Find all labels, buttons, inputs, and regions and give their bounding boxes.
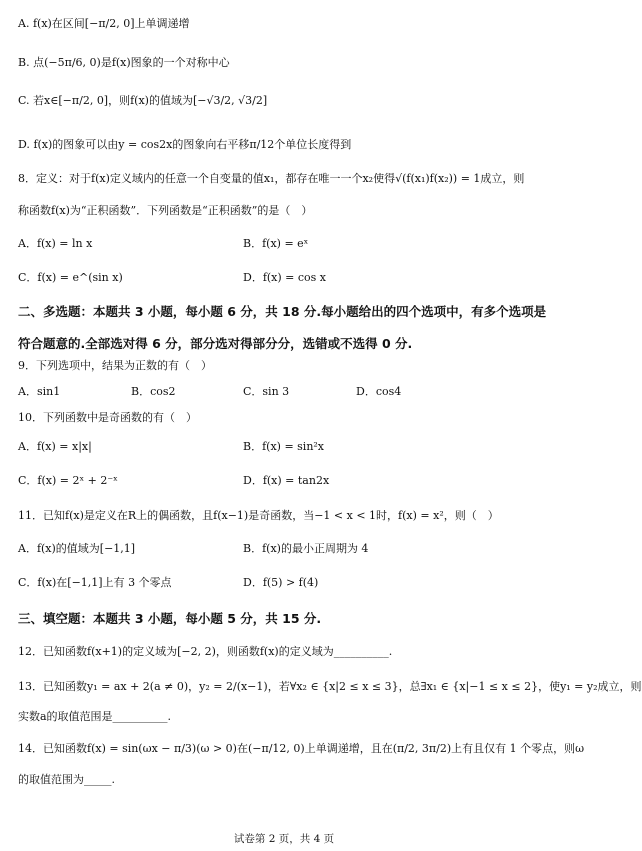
q9-option-d: D．cos4 (356, 385, 402, 398)
section2-heading-line2: 符合题意的.全部选对得 6 分，部分选对得部分分，选错或不选得 0 分. (18, 336, 413, 351)
q11-stem: 11．已知f(x)是定义在R上的偶函数，且f(x−1)是奇函数，当−1 < x < 1时，f(x) = x²，则（ ） (18, 509, 499, 522)
q7-option-b-body: 点(−5π/6, 0)是f(x)图象的一个对称中心 (33, 56, 230, 69)
q13-line1: 13．已知函数y₁ = ax + 2(a ≠ 0)，y₂ = 2/(x−1)，若∀x₂ ∈ {x|2 ≤ x ≤ 3}，总∃x₁ ∈ {x|−1 ≤ x ≤ 2}，使y₁ = y₂成立，则 (18, 680, 642, 693)
q8-option-a: A．f(x) = ln x (18, 237, 93, 250)
q11-option-c: C．f(x)在[−1,1]上有 3 个零点 (18, 576, 172, 589)
q9-option-c: C．sin 3 (243, 385, 290, 398)
q8-stem-line1: 8．定义：对于f(x)定义域内的任意一个自变量的值x₁，都存在唯一一个x₂使得√(f(x₁)f(x₂)) = 1成立，则 (18, 172, 525, 185)
q11-option-b: B．f(x)的最小正周期为 4 (243, 542, 369, 555)
q7-option-c-body: 若x∈[−π/2, 0]，则f(x)的值域为[−√3/2, √3/2] (33, 94, 268, 107)
q8-option-b: B．f(x) = eˣ (243, 237, 309, 250)
q7-option-a-text: A. (18, 17, 30, 30)
q11-option-a: A．f(x)的值域为[−1,1] (18, 542, 136, 555)
section3-heading: 三、填空题：本题共 3 小题，每小题 5 分，共 15 分. (18, 611, 322, 626)
q7-option-d-label: D. (18, 138, 30, 151)
q10-option-a: A．f(x) = x|x| (18, 440, 92, 453)
q10-option-c: C．f(x) = 2ˣ + 2⁻ˣ (18, 474, 118, 487)
q9-option-b: B．cos2 (131, 385, 176, 398)
q7-option-c-label: C. (18, 94, 30, 107)
q10-stem: 10．下列函数中是奇函数的有（ ） (18, 411, 197, 424)
q9-stem: 9．下列选项中，结果为正数的有（ ） (18, 359, 212, 372)
q8-option-c: C．f(x) = e^(sin x) (18, 271, 123, 284)
q9-option-a: A．sin1 (18, 385, 61, 398)
q8-stem-line2: 称函数f(x)为“正积函数”．下列函数是“正积函数”的是（ ） (18, 204, 313, 217)
q7-option-b (18, 55, 230, 71)
q7-option-a-body: f(x)在区间[−π/2, 0]上单调递增 (32, 17, 190, 30)
section2-heading-line1: 二、多选题：本题共 3 小题，每小题 6 分，共 18 分.每小题给出的四个选项中，有多个选项是 (18, 304, 547, 319)
q10-option-b: B．f(x) = sin²x (243, 440, 325, 453)
q12-stem: 12．已知函数f(x+1)的定义域为[−2, 2)，则函数f(x)的定义域为__________. (18, 645, 393, 658)
q14-line1: 14．已知函数f(x) = sin(ωx − π/3)(ω > 0)在(−π/12, 0)上单调递增，且在(π/2, 3π/2)上有且仅有 1 个零点，则ω (18, 742, 585, 755)
q13-line2: 实数a的取值范围是__________. (18, 710, 172, 723)
q7-option-c (18, 93, 267, 109)
q7-option-b-label: B. (18, 56, 30, 69)
q7-option-a (18, 16, 190, 32)
q14-line2: 的取值范围为_____. (18, 773, 115, 786)
q11-option-d: D．f(5) > f(4) (243, 576, 319, 589)
q7-option-d (18, 137, 351, 153)
q10-option-d: D．f(x) = tan2x (243, 474, 330, 487)
q8-option-d: D．f(x) = cos x (243, 271, 327, 284)
q7-option-d-body: f(x)的图象可以由y = cos2x的图象向右平移π/12个单位长度得到 (33, 138, 352, 151)
page-footer: 试卷第 2 页，共 4 页 (233, 833, 335, 845)
